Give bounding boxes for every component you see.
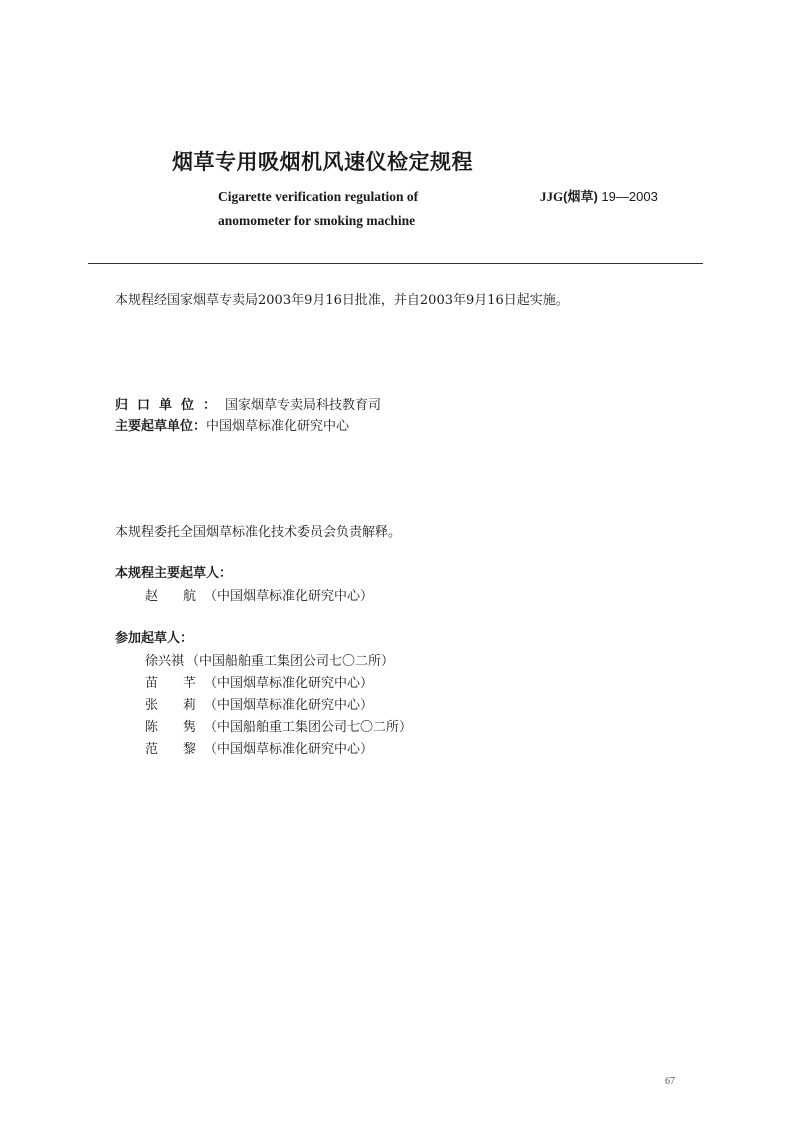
english-title-line-2: anomometer for smoking machine bbox=[218, 213, 416, 228]
drafter-name: 赵 航 bbox=[145, 589, 203, 604]
main-drafter-entry bbox=[145, 585, 373, 604]
participant-name: 范 黎 bbox=[145, 742, 203, 757]
participant-organization: （中国船舶重工集团公司七〇二所） bbox=[204, 720, 413, 735]
responsible-organization-label: 归口单位： bbox=[115, 398, 226, 413]
header-divider bbox=[88, 263, 703, 264]
main-drafters-heading: 本规程主要起草人： bbox=[115, 566, 233, 581]
participant-entry bbox=[145, 716, 412, 735]
responsible-organization bbox=[115, 394, 381, 413]
english-title-line-1: Cigarette verification regulation of bbox=[218, 189, 419, 204]
drafting-organization-value: 中国烟草标准化研究中心 bbox=[206, 419, 350, 434]
regulation-code bbox=[540, 186, 658, 205]
approval-statement: 本规程经国家烟草专卖局2003年9月16日批准，并自2003年9月16日起实施。 bbox=[115, 293, 569, 308]
document-title-chinese: 烟草专用吸烟机风速仪检定规程 bbox=[172, 150, 473, 174]
participants-heading: 参加起草人： bbox=[115, 631, 194, 646]
participant-organization: （中国烟草标准化研究中心） bbox=[204, 676, 374, 691]
participant-name: 张 莉 bbox=[145, 698, 203, 713]
participant-organization: （中国烟草标准化研究中心） bbox=[204, 742, 374, 757]
code-number: 19—2003 bbox=[601, 189, 658, 204]
drafting-organization-label: 主要起草单位： bbox=[115, 419, 207, 434]
participant-entry bbox=[145, 694, 373, 713]
participant-name: 陈 隽 bbox=[145, 720, 203, 735]
participant-entry bbox=[145, 738, 373, 757]
drafter-organization: （中国烟草标准化研究中心） bbox=[204, 589, 374, 604]
participant-entry bbox=[145, 672, 373, 691]
participant-name: 徐兴祺 bbox=[145, 654, 185, 669]
participant-organization: （中国船舶重工集团公司七〇二所） bbox=[186, 654, 395, 669]
code-category: (烟草) bbox=[563, 189, 598, 204]
participant-name: 苗 芊 bbox=[145, 676, 203, 691]
document-title-english bbox=[218, 185, 478, 233]
participant-entry bbox=[145, 650, 394, 669]
interpretation-statement: 本规程委托全国烟草标准化技术委员会负责解释。 bbox=[115, 525, 402, 540]
participant-organization: （中国烟草标准化研究中心） bbox=[204, 698, 374, 713]
page-number: 67 bbox=[665, 1076, 675, 1087]
responsible-organization-value: 国家烟草专卖局科技教育司 bbox=[225, 398, 382, 413]
code-prefix: JJG bbox=[540, 189, 564, 204]
drafting-organization bbox=[115, 415, 349, 434]
